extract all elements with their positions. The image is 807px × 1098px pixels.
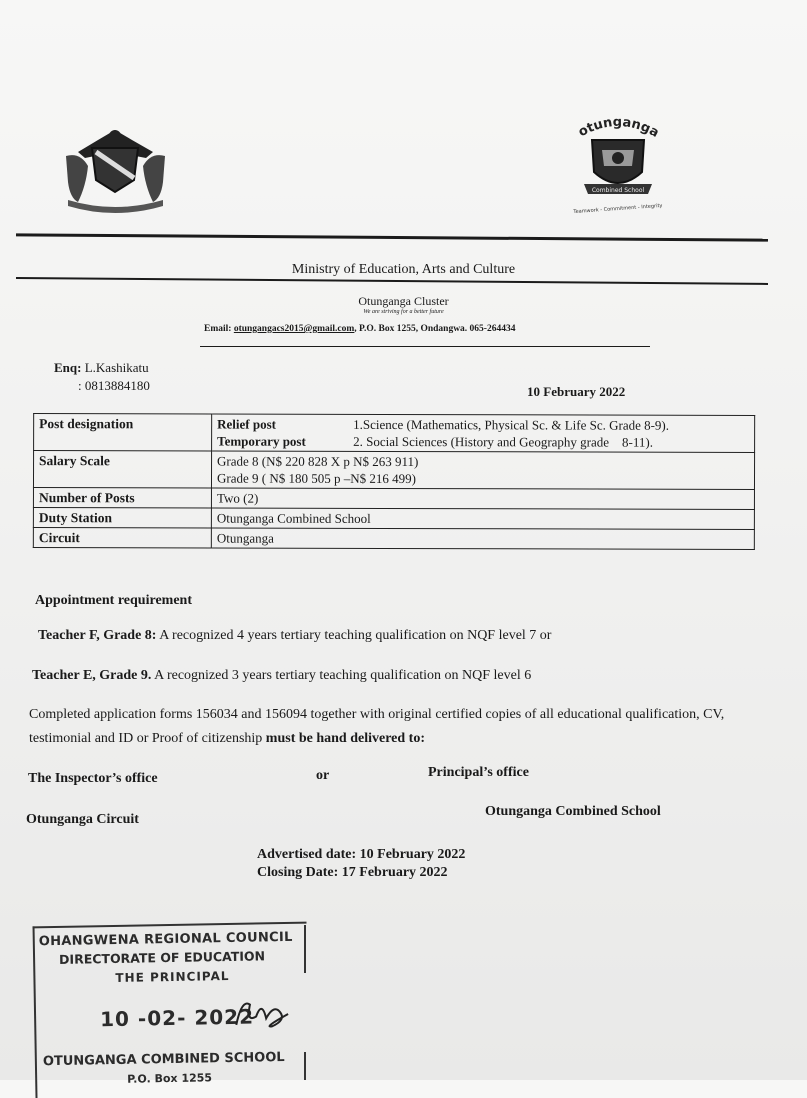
signature-icon	[232, 994, 293, 1035]
enquiry-label: Enq:	[54, 360, 82, 375]
principal-office: Principal’s office	[428, 765, 529, 780]
post-designation-value	[212, 414, 755, 452]
header-rule-bottom	[200, 346, 650, 347]
enquiry-phone: : 0813884180	[78, 378, 150, 393]
salary-grade-9: Grade 9 ( N$ 180 505 p –N$ 216 499)	[216, 470, 416, 487]
application-delivery: must be hand delivered to:	[265, 731, 425, 746]
closing-date: Closing Date: 17 February 2022	[257, 865, 448, 880]
email-label: Email:	[204, 324, 232, 334]
teacher-f-requirement	[38, 628, 551, 644]
contact-address: , P.O. Box 1255, Ondangwa. 065-264434	[354, 324, 516, 334]
teacher-e-label: Teacher E, Grade 9.	[32, 668, 152, 683]
stamp-box: P.O. Box 1255	[127, 1071, 213, 1086]
email-address[interactable]: otungangacs2015@gmail.com	[233, 324, 355, 334]
cluster-name: Otunganga Cluster	[358, 294, 449, 308]
document-date: 10 February 2022	[527, 384, 626, 399]
teacher-e-text: A recognized 3 years tertiary teaching qualification on NQF level 6	[151, 668, 532, 683]
circuit-value: Otunganga	[211, 528, 754, 549]
stamp-border	[304, 925, 306, 973]
header-rule-middle	[16, 277, 768, 285]
stamp-principal: THE PRINCIPAL	[115, 968, 230, 985]
duty-station-label: Duty Station	[33, 508, 211, 528]
cluster-motto: We are striving for a better future	[363, 309, 444, 315]
post-designation-label: Post designation	[34, 414, 212, 451]
table-row	[33, 488, 754, 510]
header-rule-top	[16, 233, 768, 241]
table-row	[34, 414, 755, 453]
stamp-school: OTUNGANGA COMBINED SCHOOL	[42, 1050, 285, 1070]
temporary-post-detail: 2. Social Sciences (History and Geography grade 8-11).	[353, 433, 654, 450]
table-row	[33, 528, 754, 550]
otunganga-circuit: Otunganga Circuit	[26, 812, 139, 827]
stamp-directorate: DIRECTORATE OF EDUCATION	[58, 948, 266, 967]
duty-station-value: Otunganga Combined School	[211, 508, 754, 529]
circuit-label: Circuit	[33, 528, 211, 548]
table-row	[33, 451, 754, 490]
relief-post-label: Relief post	[217, 416, 277, 432]
salary-scale-value	[211, 451, 754, 489]
stamp-date: 10 -02- 2022	[99, 1004, 255, 1032]
application-text: Completed application forms 156034 and 156094 together with original certified copies of all educational qualification, CV, testimonial and ID or Proof of citizenship	[29, 707, 725, 746]
contact-line	[204, 324, 515, 334]
or-separator: or	[316, 768, 330, 783]
teacher-f-text: A recognized 4 years tertiary teaching qualification on NQF level 7 or	[156, 628, 552, 643]
otunganga-school: Otunganga Combined School	[485, 804, 661, 819]
school-logo	[568, 110, 668, 220]
salary-grade-8: Grade 8 (N$ 220 828 X p N$ 263 911)	[217, 453, 419, 470]
table-row	[33, 508, 754, 530]
salary-scale-label: Salary Scale	[33, 451, 211, 488]
stamp-border	[304, 1052, 306, 1080]
ministry-name: Ministry of Education, Arts and Culture	[291, 262, 516, 277]
teacher-f-label: Teacher F, Grade 8:	[38, 628, 157, 643]
inspector-office: The Inspector’s office	[28, 771, 158, 786]
national-coat-of-arms	[58, 122, 173, 214]
enquiry-block	[54, 359, 150, 395]
application-instructions	[29, 703, 759, 751]
number-of-posts-label: Number of Posts	[33, 488, 211, 508]
number-of-posts-value: Two (2)	[211, 488, 754, 509]
official-stamp	[33, 922, 310, 1098]
enquiry-name: L.Kashikatu	[84, 360, 149, 375]
svg-text:Teamwork - Commitment - Integr: Teamwork - Commitment - Integrity	[573, 202, 663, 216]
appointment-heading: Appointment requirement	[35, 593, 192, 608]
svg-text:otunganga: otunganga	[575, 114, 662, 141]
stamp-council: OHANGWENA REGIONAL COUNCIL	[38, 929, 293, 950]
temporary-post-label: Temporary post	[217, 433, 306, 449]
post-details-table	[33, 413, 755, 550]
relief-post-detail: 1.Science (Mathematics, Physical Sc. & Life Sc. Grade 8-9).	[353, 416, 670, 433]
advertised-date: Advertised date: 10 February 2022	[257, 847, 466, 862]
svg-text:Combined School: Combined School	[591, 187, 645, 194]
teacher-e-requirement	[32, 668, 531, 684]
